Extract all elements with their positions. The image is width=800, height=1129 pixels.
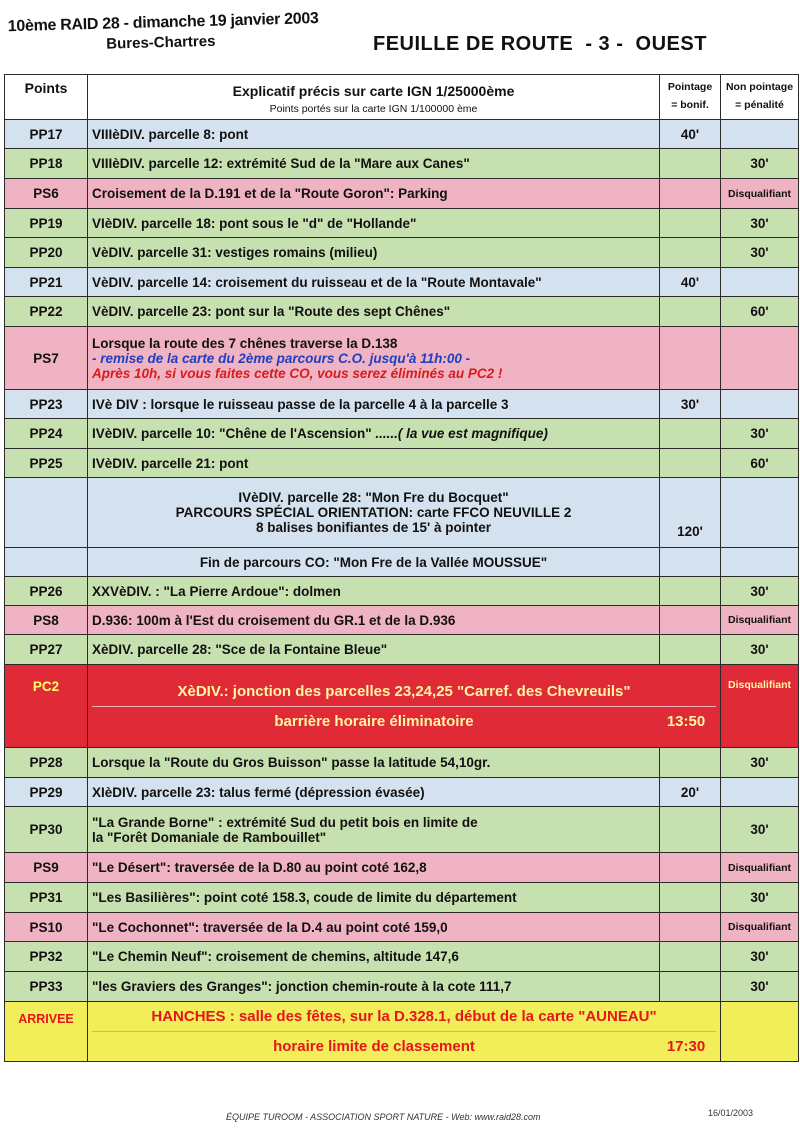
table-row <box>5 577 799 606</box>
point-description: "Le Chemin Neuf": croisement de chemins, altitude 147,6 <box>88 942 660 972</box>
point-code <box>5 478 88 548</box>
point-description: "Le Désert": traversée de la D.80 au point coté 162,8 <box>88 853 660 883</box>
point-description: VIIIèDIV. parcelle 12: extrémité Sud de la "Mare aux Canes" <box>88 149 660 179</box>
bonus-value <box>660 942 721 972</box>
finish-time-label: horaire limite de classement <box>273 1038 475 1055</box>
footer-date: 16/01/2003 <box>708 1108 754 1118</box>
penalty-value: 30' <box>721 883 799 913</box>
penalty-value: 30' <box>721 748 799 778</box>
penalty-value: 30' <box>721 635 799 665</box>
point-code: PP25 <box>5 449 88 478</box>
point-code <box>5 548 88 577</box>
point-code: PP22 <box>5 297 88 327</box>
table-row <box>5 449 799 478</box>
point-code: PS8 <box>5 606 88 635</box>
penalty-value: 30' <box>721 807 799 853</box>
bonus-value: 120' <box>660 478 721 548</box>
penalty-value: Disqualifiant <box>721 606 799 635</box>
time-barrier-value: 13:50 <box>666 712 706 730</box>
point-description: XèDIV. parcelle 28: "Sce de la Fontaine Bleue" <box>88 635 660 665</box>
table-row <box>5 748 799 778</box>
penalty-value: 30' <box>721 209 799 238</box>
point-code: PP28 <box>5 748 88 778</box>
penalty-value <box>721 778 799 807</box>
bonus-value <box>660 807 721 853</box>
table-row <box>5 179 799 209</box>
point-code: PP23 <box>5 390 88 419</box>
table-row <box>5 390 799 419</box>
point-code: ARRIVEE <box>5 1002 88 1062</box>
co-course-detail: 8 balises bonifiantes de 15' à pointer <box>255 520 492 535</box>
point-code: PS6 <box>5 179 88 209</box>
co-course-title: PARCOURS SPÉCIAL ORIENTATION: carte FFCO NEUVILLE 2 <box>175 505 572 520</box>
point-code: PP21 <box>5 268 88 297</box>
bonus-value <box>660 209 721 238</box>
finish-time-limit <box>92 1038 716 1055</box>
footer-credit: ÉQUIPE TUROOM - ASSOCIATION SPORT NATURE - Web: www.raid28.com <box>226 1112 541 1122</box>
penalty-value <box>721 390 799 419</box>
point-description: XIèDIV. parcelle 23: talus fermé (dépression évasée) <box>88 778 660 807</box>
table-row <box>5 853 799 883</box>
bonus-value <box>660 577 721 606</box>
point-description <box>88 327 660 390</box>
point-description: VIèDIV. parcelle 18: pont sous le "d" de "Hollande" <box>88 209 660 238</box>
bonus-value <box>660 635 721 665</box>
elimination-warning: Après 10h, si vous faites cette CO, vous serez éliminés au PC2 ! <box>92 365 503 381</box>
point-description-main: Lorsque la route des 7 chênes traverse la D.138 <box>92 335 398 351</box>
penalty-value: 60' <box>721 449 799 478</box>
point-description: "Les Basilières": point coté 158.3, coude de limite du département <box>88 883 660 913</box>
table-row <box>5 297 799 327</box>
table-row <box>5 807 799 853</box>
bonus-value: 20' <box>660 778 721 807</box>
penalty-value: 30' <box>721 419 799 449</box>
point-code: PP26 <box>5 577 88 606</box>
point-code: PS10 <box>5 913 88 942</box>
divider <box>92 1031 716 1032</box>
point-code: PS9 <box>5 853 88 883</box>
col-header-desc-title: Explicatif précis sur carte IGN 1/25000ème <box>232 82 515 99</box>
table-row <box>5 238 799 268</box>
table-row <box>5 268 799 297</box>
col-header-pointage: Pointage = bonif. <box>660 75 721 120</box>
time-barrier <box>92 713 716 730</box>
divider <box>92 706 716 707</box>
table-row <box>5 883 799 913</box>
table-row <box>5 209 799 238</box>
point-code: PP19 <box>5 209 88 238</box>
point-description: VèDIV. parcelle 14: croisement du ruisseau et de la "Route Montavale" <box>88 268 660 297</box>
bonus-value <box>660 327 721 390</box>
bonus-value <box>660 179 721 209</box>
penalty-value <box>721 268 799 297</box>
bonus-value <box>660 606 721 635</box>
table-row <box>5 327 799 390</box>
table-row <box>5 665 799 748</box>
point-code: PP20 <box>5 238 88 268</box>
point-code: PC2 <box>5 665 88 748</box>
penalty-value <box>721 1002 799 1062</box>
point-code: PP30 <box>5 807 88 853</box>
bonus-value <box>660 149 721 179</box>
table-row <box>5 972 799 1002</box>
penalty-value: 30' <box>721 238 799 268</box>
bonus-value: 30' <box>660 390 721 419</box>
penalty-value <box>721 327 799 390</box>
bonus-value: 40' <box>660 120 721 149</box>
table-row <box>5 913 799 942</box>
table-row <box>5 548 799 577</box>
point-description <box>88 478 660 548</box>
checkpoint-location: XèDIV.: jonction des parcelles 23,24,25 "Carref. des Chevreuils" <box>177 682 631 700</box>
table-row <box>5 120 799 149</box>
table-row <box>5 149 799 179</box>
point-description: IVèDIV. parcelle 21: pont <box>88 449 660 478</box>
point-code: PP33 <box>5 972 88 1002</box>
table-row <box>5 778 799 807</box>
point-description-main: IVèDIV. parcelle 10: "Chêne de l'Ascension" <box>92 426 372 441</box>
penalty-value: Disqualifiant <box>721 665 799 748</box>
point-description: Fin de parcours CO: "Mon Fre de la Vallée MOUSSUE" <box>88 548 660 577</box>
table-row <box>5 419 799 449</box>
bonus-value <box>660 548 721 577</box>
point-code: PP18 <box>5 149 88 179</box>
point-description: VèDIV. parcelle 23: pont sur la "Route des sept Chênes" <box>88 297 660 327</box>
map-handover-note: - remise de la carte du 2ème parcours C.O. jusqu'à 11h:00 - <box>92 350 471 366</box>
point-description: Lorsque la "Route du Gros Buisson" passe la latitude 54,10gr. <box>88 748 660 778</box>
point-code: PP29 <box>5 778 88 807</box>
route-table <box>4 74 799 1062</box>
point-description: "La Grande Borne" : extrémité Sud du petit bois en limite de la "Forêt Domaniale de Rambouillet" <box>88 807 660 853</box>
finish-location: HANCHES : salle des fêtes, sur la D.328.1, début de la carte "AUNEAU" <box>151 1008 657 1025</box>
point-code: PP31 <box>5 883 88 913</box>
point-code: PS7 <box>5 327 88 390</box>
penalty-value: 30' <box>721 577 799 606</box>
penalty-value: Disqualifiant <box>721 913 799 942</box>
bonus-value <box>660 419 721 449</box>
point-code: PP27 <box>5 635 88 665</box>
col-header-description <box>88 75 660 120</box>
penalty-value: Disqualifiant <box>721 179 799 209</box>
point-description: "les Graviers des Granges": jonction chemin-route à la cote 111,7 <box>88 972 660 1002</box>
table-row <box>5 606 799 635</box>
penalty-value: 30' <box>721 942 799 972</box>
point-description: VIIIèDIV. parcelle 8: pont <box>88 120 660 149</box>
bonus-value <box>660 449 721 478</box>
penalty-value: 60' <box>721 297 799 327</box>
penalty-value <box>721 120 799 149</box>
table-header-row <box>5 75 799 120</box>
event-title: 10ème RAID 28 - dimanche 19 janvier 2003 <box>7 10 319 36</box>
bonus-value <box>660 913 721 942</box>
point-description <box>88 1002 721 1062</box>
point-description: VèDIV. parcelle 31: vestiges romains (milieu) <box>88 238 660 268</box>
point-description: IVè DIV : lorsque le ruisseau passe de la parcelle 4 à la parcelle 3 <box>88 390 660 419</box>
bonus-value: 40' <box>660 268 721 297</box>
penalty-value: 30' <box>721 149 799 179</box>
point-description <box>88 419 660 449</box>
point-description: "Le Cochonnet": traversée de la D.4 au point coté 159,0 <box>88 913 660 942</box>
bonus-value <box>660 238 721 268</box>
point-description <box>88 665 721 748</box>
point-code: PP32 <box>5 942 88 972</box>
table-row <box>5 478 799 548</box>
point-description-comment: ......( la vue est magnifique) <box>375 426 548 441</box>
co-start-location: IVèDIV. parcelle 28: "Mon Fre du Bocquet" <box>238 490 509 505</box>
table-row <box>5 1002 799 1062</box>
point-code: PP17 <box>5 120 88 149</box>
col-header-desc-sub: Points portés sur la carte IGN 1/100000 ème <box>269 102 478 115</box>
sheet-title: FEUILLE DE ROUTE - 3 - OUEST <box>373 33 707 55</box>
time-barrier-label: barrière horaire éliminatoire <box>274 712 474 730</box>
penalty-value <box>721 478 799 548</box>
event-header <box>8 10 329 55</box>
table-row <box>5 635 799 665</box>
bonus-value <box>660 748 721 778</box>
bonus-value <box>660 972 721 1002</box>
penalty-value <box>721 548 799 577</box>
point-description: XXVèDIV. : "La Pierre Ardoue": dolmen <box>88 577 660 606</box>
bonus-value <box>660 853 721 883</box>
point-description: D.936: 100m à l'Est du croisement du GR.1 et de la D.936 <box>88 606 660 635</box>
col-header-non-pointage: Non pointage = pénalité <box>721 75 799 120</box>
point-description: Croisement de la D.191 et de la "Route Goron": Parking <box>88 179 660 209</box>
col-header-points: Points <box>5 75 88 120</box>
table-row <box>5 942 799 972</box>
finish-time-value: 17:30 <box>666 1038 706 1055</box>
point-code: PP24 <box>5 419 88 449</box>
event-location: Bures-Chartres <box>106 32 216 53</box>
bonus-value <box>660 883 721 913</box>
penalty-value: 30' <box>721 972 799 1002</box>
bonus-value <box>660 297 721 327</box>
penalty-value: Disqualifiant <box>721 853 799 883</box>
